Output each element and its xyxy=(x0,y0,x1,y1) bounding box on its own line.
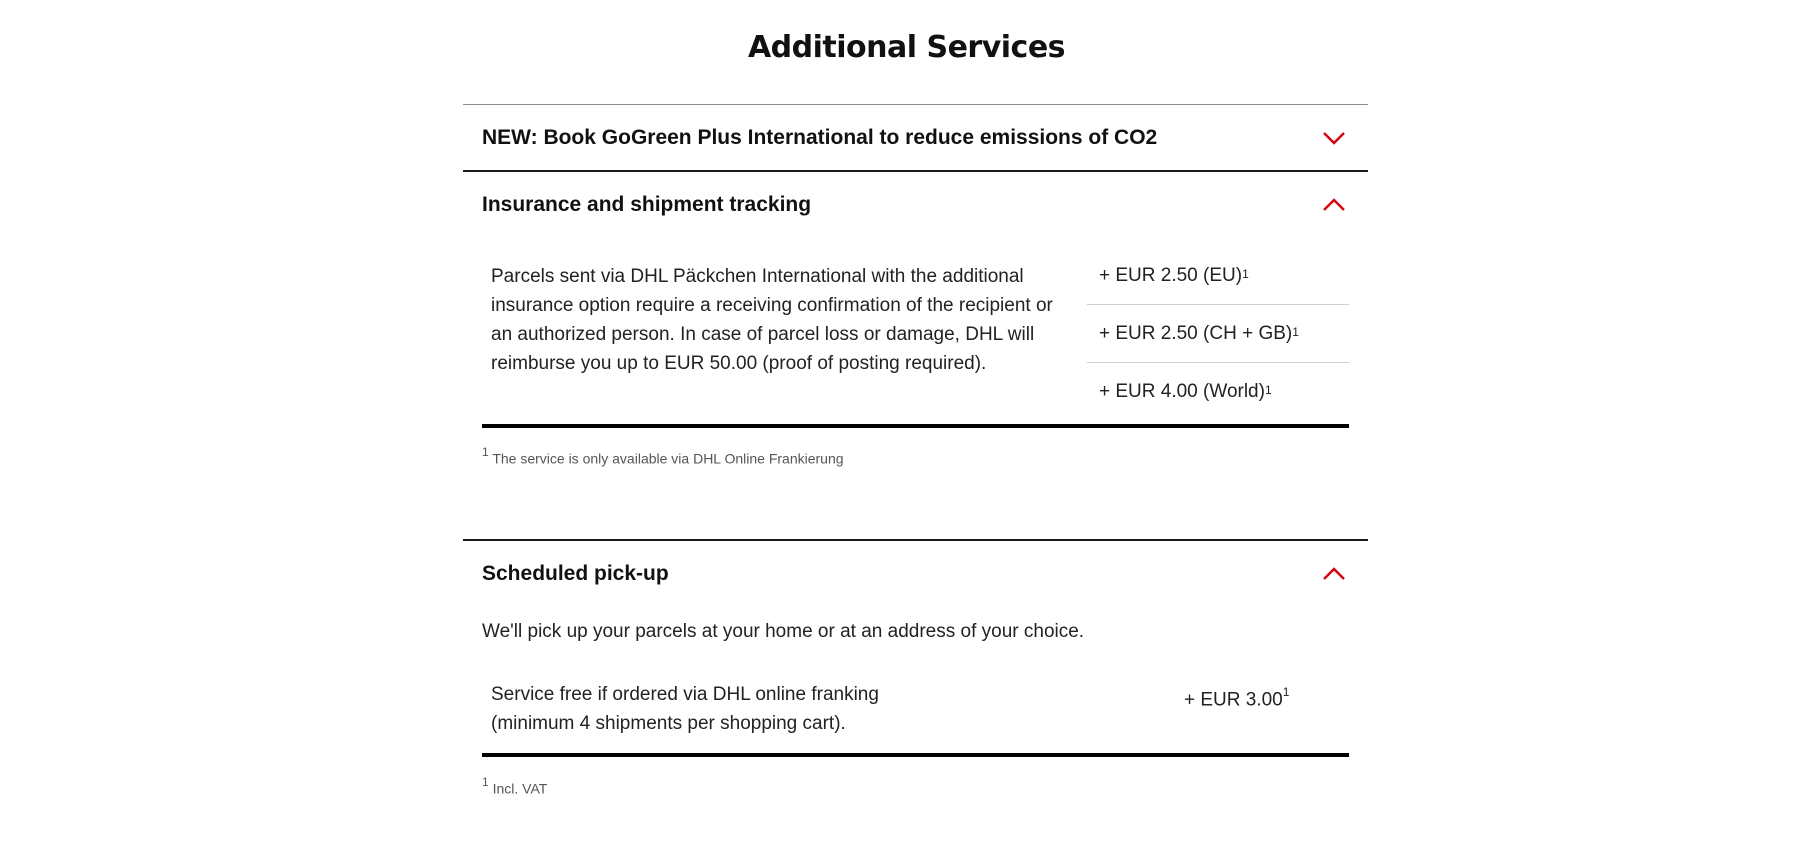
pickup-detail-line: (minimum 4 shipments per shopping cart). xyxy=(491,713,846,734)
accordion-gogreen xyxy=(463,105,1368,171)
insurance-description: Parcels sent via DHL Päckchen International with the additional insurance option require a receiving confirmation of the recipient or an authorized person. In case of parcel loss or damage, DHL will reimburse you up to EUR 50.00 (proof of posting required). xyxy=(491,266,1053,374)
insurance-price-list xyxy=(1087,247,1349,421)
footnote xyxy=(482,777,547,797)
footnote-marker: 1 xyxy=(1282,685,1290,699)
chevron-down-icon[interactable] xyxy=(1322,131,1346,145)
price-label: + EUR 2.50 (EU) xyxy=(1099,264,1243,286)
footnote-marker: 1 xyxy=(1242,266,1249,281)
footnote xyxy=(482,447,844,467)
accordion-title: Insurance and shipment tracking xyxy=(482,193,812,216)
price-row xyxy=(1087,247,1349,305)
footnote-marker: 1 xyxy=(1264,383,1272,397)
footnote-marker: 1 xyxy=(482,775,489,789)
price-label: + EUR 4.00 (World) xyxy=(1099,381,1265,402)
chevron-up-icon[interactable] xyxy=(1322,198,1346,212)
table-bottom-rule xyxy=(482,753,1349,757)
accordion-title: NEW: Book GoGreen Plus International to reduce emissions of CO2 xyxy=(482,126,1158,149)
accordion-pickup xyxy=(463,541,1368,607)
price-label: + EUR 2.50 (CH + GB) xyxy=(1099,322,1293,344)
table-bottom-rule xyxy=(482,424,1349,428)
accordion-header-insurance[interactable] xyxy=(463,172,1368,238)
page-title: Additional Services xyxy=(747,30,1066,65)
price-row xyxy=(1087,305,1349,363)
pickup-detail-line: Service free if ordered via DHL online franking xyxy=(491,684,879,705)
price-label: + EUR 3.00 xyxy=(1184,689,1283,711)
pickup-intro: We'll pick up your parcels at your home or at an address of your choice. xyxy=(482,621,1085,642)
accordion-header-pickup[interactable] xyxy=(463,541,1368,607)
footnote-text: Incl. VAT xyxy=(492,780,548,797)
accordion-title: Scheduled pick-up xyxy=(482,562,669,585)
accordion-header-gogreen[interactable] xyxy=(463,105,1368,171)
pickup-price xyxy=(1184,680,1289,714)
chevron-up-icon[interactable] xyxy=(1322,567,1346,581)
footnote-text: The service is only available via DHL Online Frankierung xyxy=(492,450,844,467)
footnote-marker: 1 xyxy=(482,445,489,459)
price-row xyxy=(1087,363,1349,421)
footnote-marker: 1 xyxy=(1292,324,1299,339)
accordion-insurance xyxy=(463,172,1368,238)
